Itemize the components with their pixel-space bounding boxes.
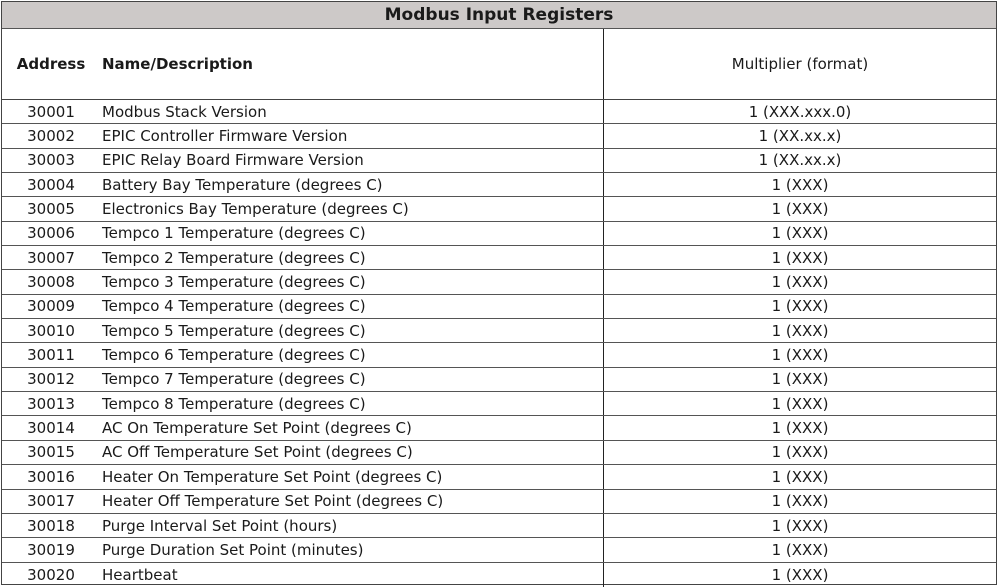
cell-name: AC Off Temperature Set Point (degrees C) bbox=[100, 441, 604, 464]
cell-address: 30003 bbox=[27, 151, 75, 170]
cell-name: EPIC Relay Board Firmware Version bbox=[100, 149, 604, 172]
cell-multiplier: 1 (XXX) bbox=[771, 419, 829, 438]
cell-multiplier: 1 (XXX) bbox=[771, 248, 829, 267]
cell-address: 30007 bbox=[27, 248, 75, 267]
cell-multiplier: 1 (XXX) bbox=[771, 200, 829, 219]
table-row bbox=[2, 416, 996, 440]
cell-multiplier: 1 (XXX) bbox=[771, 321, 829, 340]
table-title: Modbus Input Registers bbox=[2, 2, 996, 29]
table-row bbox=[2, 441, 996, 465]
cell-address: 30002 bbox=[27, 127, 75, 146]
cell-name: Purge Duration Set Point (minutes) bbox=[100, 538, 604, 561]
table-row bbox=[2, 538, 996, 562]
cell-multiplier: 1 (XXX) bbox=[771, 565, 829, 584]
cell-address: 30016 bbox=[27, 467, 75, 486]
cell-multiplier: 1 (XXX) bbox=[771, 516, 829, 535]
table-row bbox=[2, 149, 996, 173]
cell-address: 30010 bbox=[27, 321, 75, 340]
cell-address: 30015 bbox=[27, 443, 75, 462]
table-row bbox=[2, 197, 996, 221]
table-row bbox=[2, 490, 996, 514]
cell-name: Heartbeat bbox=[100, 563, 604, 587]
table-row bbox=[2, 100, 996, 124]
cell-multiplier: 1 (XXX.xxx.0) bbox=[748, 102, 852, 121]
cell-address: 30014 bbox=[27, 419, 75, 438]
table-row bbox=[2, 124, 996, 148]
table-row bbox=[2, 514, 996, 538]
cell-multiplier: 1 (XXX) bbox=[771, 443, 829, 462]
table-row bbox=[2, 465, 996, 489]
cell-address: 30005 bbox=[27, 200, 75, 219]
cell-multiplier: 1 (XX.xx.x) bbox=[758, 151, 842, 170]
cell-multiplier: 1 (XXX) bbox=[771, 467, 829, 486]
cell-multiplier: 1 (XXX) bbox=[771, 346, 829, 365]
table-row bbox=[2, 173, 996, 197]
table-body bbox=[2, 100, 996, 587]
cell-name: Heater On Temperature Set Point (degrees C) bbox=[100, 465, 604, 488]
header-multiplier: Multiplier (format) bbox=[731, 55, 869, 73]
cell-address: 30019 bbox=[27, 540, 75, 559]
modbus-input-registers-table bbox=[1, 1, 997, 585]
cell-address: 30004 bbox=[27, 175, 75, 194]
cell-name: Modbus Stack Version bbox=[100, 100, 604, 123]
cell-address: 30018 bbox=[27, 516, 75, 535]
header-address: Address bbox=[16, 55, 86, 73]
cell-address: 30017 bbox=[27, 492, 75, 511]
cell-multiplier: 1 (XXX) bbox=[771, 394, 829, 413]
table-row bbox=[2, 270, 996, 294]
cell-multiplier: 1 (XX.xx.x) bbox=[758, 127, 842, 146]
table-row bbox=[2, 563, 996, 587]
cell-address: 30011 bbox=[27, 346, 75, 365]
cell-address: 30006 bbox=[27, 224, 75, 243]
table-row bbox=[2, 222, 996, 246]
cell-address: 30008 bbox=[27, 273, 75, 292]
cell-name: Heater Off Temperature Set Point (degrees C) bbox=[100, 490, 604, 513]
cell-name: Electronics Bay Temperature (degrees C) bbox=[100, 197, 604, 220]
cell-multiplier: 1 (XXX) bbox=[771, 175, 829, 194]
cell-address: 30013 bbox=[27, 394, 75, 413]
table-row bbox=[2, 319, 996, 343]
cell-address: 30020 bbox=[27, 565, 75, 584]
cell-name: Battery Bay Temperature (degrees C) bbox=[100, 173, 604, 196]
cell-name: Tempco 8 Temperature (degrees C) bbox=[100, 392, 604, 415]
cell-address: 30001 bbox=[27, 102, 75, 121]
table-header-row bbox=[2, 29, 996, 100]
cell-multiplier: 1 (XXX) bbox=[771, 273, 829, 292]
table-row bbox=[2, 343, 996, 367]
cell-name: Tempco 3 Temperature (degrees C) bbox=[100, 270, 604, 293]
cell-name: AC On Temperature Set Point (degrees C) bbox=[100, 416, 604, 439]
cell-address: 30012 bbox=[27, 370, 75, 389]
cell-name: Tempco 5 Temperature (degrees C) bbox=[100, 319, 604, 342]
cell-multiplier: 1 (XXX) bbox=[771, 492, 829, 511]
cell-name: Tempco 4 Temperature (degrees C) bbox=[100, 295, 604, 318]
cell-address: 30009 bbox=[27, 297, 75, 316]
cell-name: Tempco 7 Temperature (degrees C) bbox=[100, 368, 604, 391]
cell-name: Tempco 6 Temperature (degrees C) bbox=[100, 343, 604, 366]
cell-multiplier: 1 (XXX) bbox=[771, 540, 829, 559]
cell-name: Purge Interval Set Point (hours) bbox=[100, 514, 604, 537]
cell-multiplier: 1 (XXX) bbox=[771, 370, 829, 389]
table-row bbox=[2, 392, 996, 416]
table-row bbox=[2, 368, 996, 392]
cell-name: Tempco 2 Temperature (degrees C) bbox=[100, 246, 604, 269]
cell-multiplier: 1 (XXX) bbox=[771, 297, 829, 316]
table-row bbox=[2, 246, 996, 270]
cell-name: Tempco 1 Temperature (degrees C) bbox=[100, 222, 604, 245]
cell-multiplier: 1 (XXX) bbox=[771, 224, 829, 243]
header-name: Name/Description bbox=[100, 29, 604, 99]
cell-name: EPIC Controller Firmware Version bbox=[100, 124, 604, 147]
table-row bbox=[2, 295, 996, 319]
